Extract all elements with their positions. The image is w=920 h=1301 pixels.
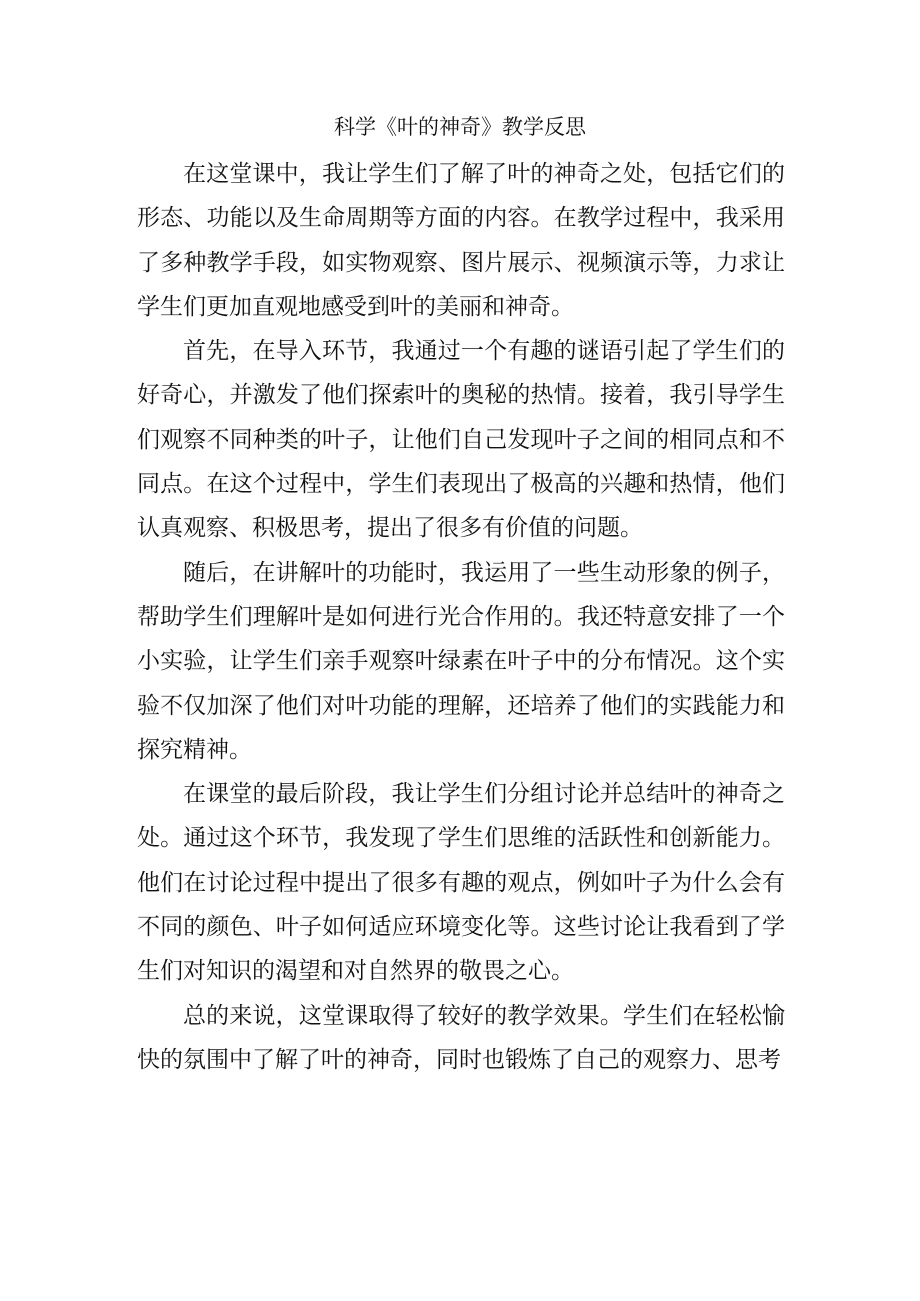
paragraph-5: 总的来说，这堂课取得了较好的教学效果。学生们在轻松愉快的氛围中了解了叶的神奇，同时也锻炼了自己的观察力、思考	[137, 1002, 785, 1073]
paragraph-4: 在课堂的最后阶段，我让学生们分组讨论并总结叶的神奇之处。通过这个环节，我发现了学生们思维的活跃性和创新能力。他们在讨论过程中提出了很多有趣的观点，例如叶子为什么会有不同的颜色、叶子如何适应环境变化等。这些讨论让我看到了学生们对知识的渴望和对自然界的敬畏之心。	[137, 781, 785, 985]
document-title: 科学《叶的神奇》教学反思	[334, 115, 586, 139]
paragraph-1: 在这堂课中，我让学生们了解了叶的神奇之处，包括它们的形态、功能以及生命周期等方面的内容。在教学过程中，我采用了多种教学手段，如实物观察、图片展示、视频演示等，力求让学生们更加直观地感受到叶的美丽和神奇。	[137, 161, 785, 320]
paragraph-3: 随后，在讲解叶的功能时，我运用了一些生动形象的例子，帮助学生们理解叶是如何进行光合作用的。我还特意安排了一个小实验，让学生们亲手观察叶绿素在叶子中的分布情况。这个实验不仅加深了他们对叶功能的理解，还培养了他们的实践能力和探究精神。	[137, 559, 785, 763]
document-body	[137, 152, 785, 1082]
paragraph-2: 首先，在导入环节，我通过一个有趣的谜语引起了学生们的好奇心，并激发了他们探索叶的奥秘的热情。接着，我引导学生们观察不同种类的叶子，让他们自己发现叶子之间的相同点和不同点。在这个过程中，学生们表现出了极高的兴趣和热情，他们认真观察、积极思考，提出了很多有价值的问题。	[137, 338, 785, 542]
